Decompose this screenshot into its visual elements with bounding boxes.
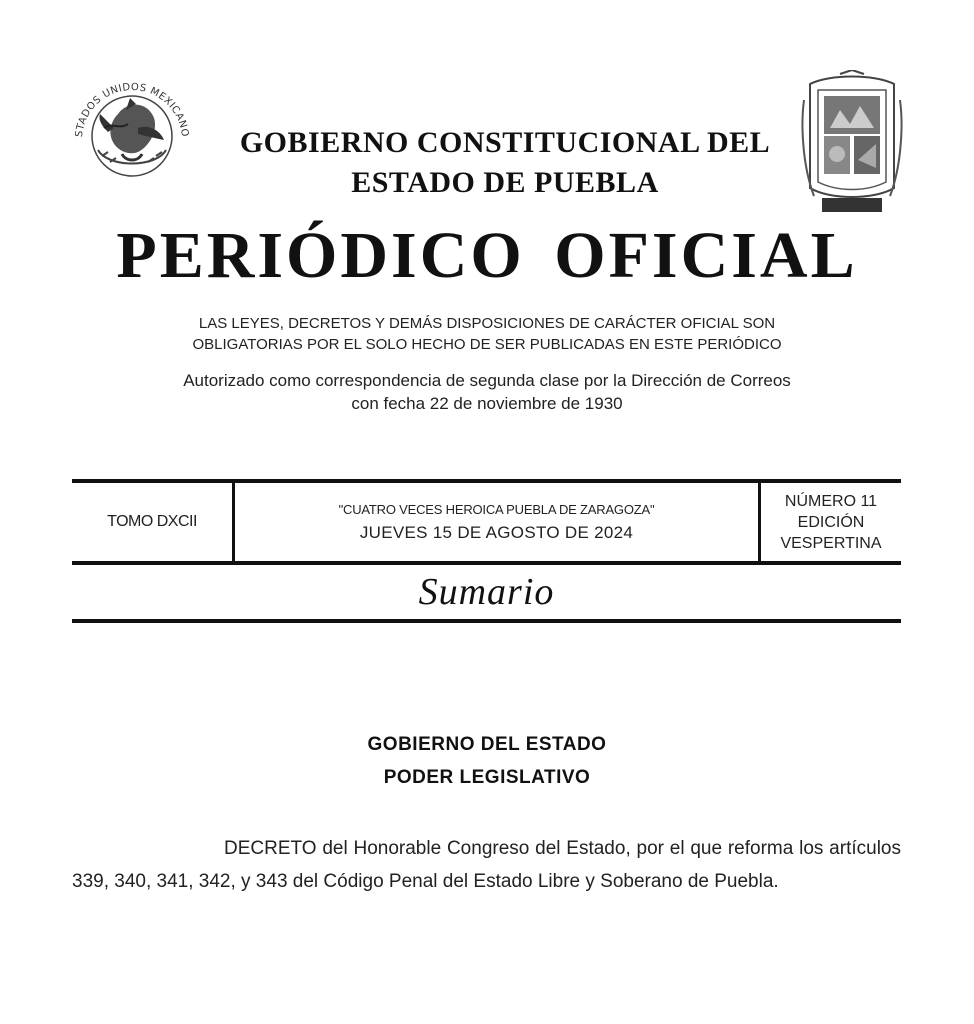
issue-number: NÚMERO 11 (784, 492, 878, 510)
decree-paragraph: DECRETO del Honorable Congreso del Estado, por el que reforma los artículos 339, 340, 341, 342, y 343 del Código Penal del Estado Libre y Soberano de Puebla. (72, 838, 901, 892)
authorization-line1: Autorizado como correspondencia de segunda clase por la Dirección de Correos (183, 371, 791, 390)
authorization-line2: con fecha 22 de noviembre de 1930 (351, 394, 623, 413)
issue-center-cell (235, 483, 758, 561)
edition-label: EDICIÓN (797, 513, 865, 531)
city-motto: "CUATRO VECES HEROICA PUEBLA DE ZARAGOZA" (338, 501, 655, 517)
mexican-coat-of-arms-icon (68, 70, 196, 198)
government-title-line1: GOBIERNO CONSTITUCIONAL DEL (239, 126, 771, 159)
legal-notice-line2: OBLIGATORIAS POR EL SOLO HECHO DE SER PUBLICADAS EN ESTE PERIÓDICO (192, 336, 782, 353)
legal-notice-line1: LAS LEYES, DECRETOS Y DEMÁS DISPOSICIONES DE CARÁCTER OFICIAL SON (198, 315, 776, 332)
section-title-line1: GOBIERNO DEL ESTADO (367, 734, 607, 755)
government-title-line2: ESTADO DE PUEBLA (351, 166, 659, 199)
svg-text:ESTADOS UNIDOS MEXICANOS: STADOS UNIDOS MEXICANO (74, 81, 191, 138)
divider (72, 619, 901, 623)
summary-heading: Sumario (418, 571, 555, 613)
section-title-line2: PODER LEGISLATIVO (383, 767, 591, 788)
issue-number-cell (761, 483, 901, 561)
edition-type: VESPERTINA (780, 534, 882, 552)
page-title: PERIÓDICO OFICIAL (116, 219, 858, 292)
issue-date: JUEVES 15 DE AGOSTO DE 2024 (359, 522, 634, 542)
tomo-cell: TOMO DXCII (107, 513, 197, 530)
issue-info-table (72, 479, 901, 565)
